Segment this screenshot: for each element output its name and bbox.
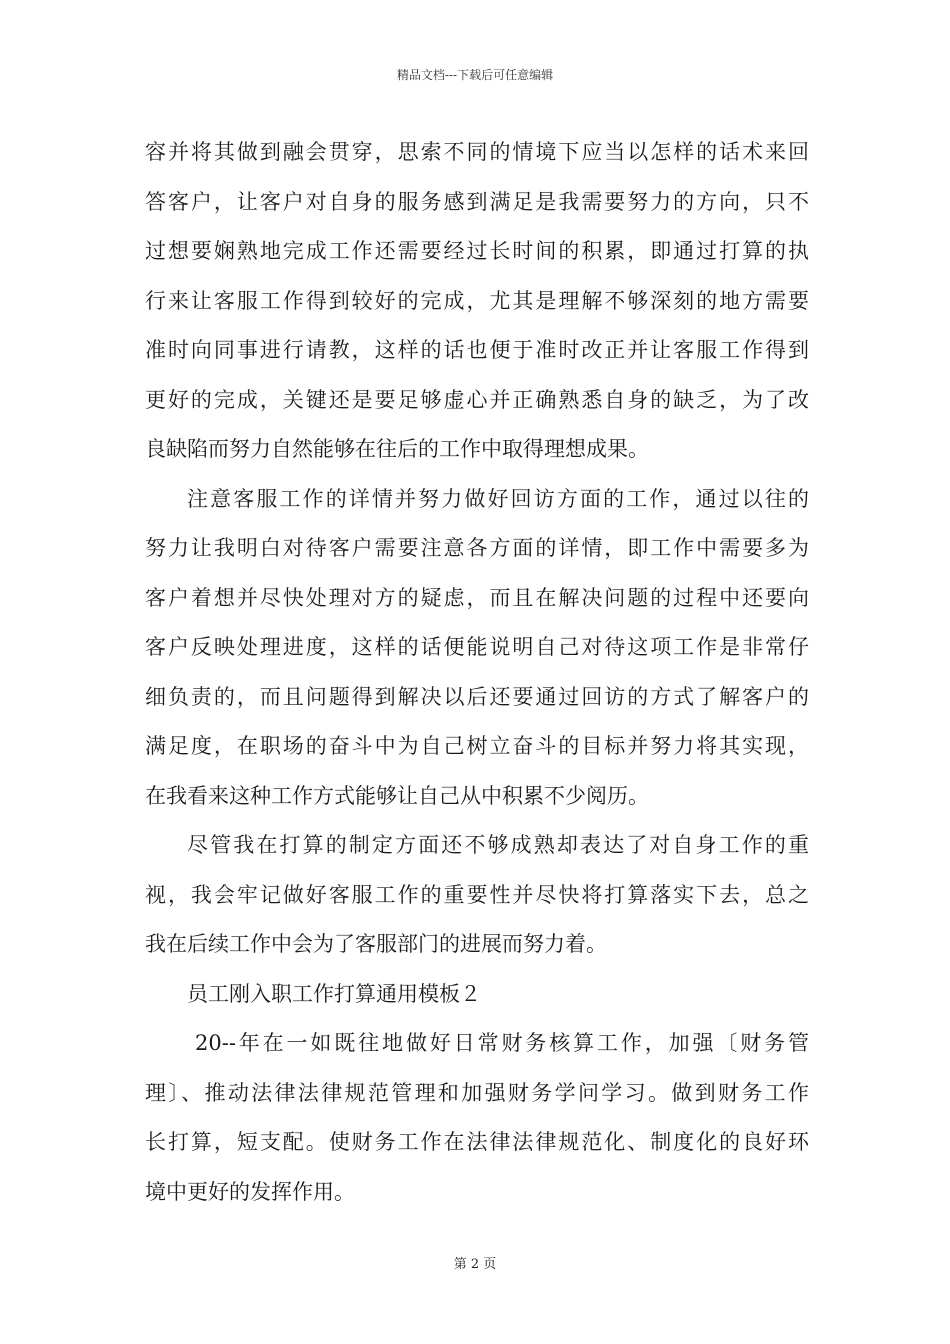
text-line: 20--年在一如既往地做好日常财务核算工作，加强〔财务管: [195, 1031, 809, 1055]
text-line: 境中更好的发挥作用。: [145, 1179, 355, 1204]
page-header: 精品文档---下载后可任意编辑: [396, 68, 554, 82]
document-body: [145, 128, 809, 1217]
text-line: 尽管我在打算的制定方面还不够成熟却表达了对自身工作的重: [187, 833, 809, 857]
section-heading: 员工刚入职工作打算通用模板２: [187, 981, 481, 1006]
text-line: 良缺陷而努力自然能够在往后的工作中取得理想成果。: [145, 437, 649, 461]
text-line: 更好的完成，关键还是要足够虚心并正确熟悉自身的缺乏，为了改: [145, 387, 809, 412]
paragraph-2: [145, 475, 809, 822]
text-line: 答客户，让客户对自身的服务感到满足是我需要努力的方向，只不: [145, 189, 809, 214]
text-line: 容并将其做到融会贯穿，思索不同的情境下应当以怎样的话术来回: [145, 140, 809, 164]
text-line: 细负责的，而且问题得到解决以后还要通过回访的方式了解客户的: [145, 684, 809, 709]
text-line: 我在后续工作中会为了客服部门的进展而努力着。: [145, 932, 607, 956]
page-number: 第 2 页: [453, 1257, 497, 1272]
text-line: 客户反映处理进度，这样的话便能说明自己对待这项工作是非常仔: [145, 635, 809, 659]
text-line: 行来让客服工作得到较好的完成，尤其是理解不够深刻的地方需要: [145, 288, 809, 313]
text-line: 客户着想并尽快处理对方的疑虑，而且在解决问题的过程中还要向: [145, 585, 809, 610]
paragraph-4: [145, 1019, 809, 1217]
text-line: 理〕、推动法律法律规范管理和加强财务学问学习。做到财务工作: [145, 1080, 809, 1105]
text-line: 注意客服工作的详情并努力做好回访方面的工作，通过以往的: [187, 486, 809, 511]
text-line: 准时向同事进行请教，这样的话也便于准时改正并让客服工作得到: [145, 338, 809, 362]
text-line: 视，我会牢记做好客服工作的重要性并尽快将打算落实下去，总之: [145, 882, 809, 907]
text-line: 过想要娴熟地完成工作还需要经过长时间的积累，即通过打算的执: [145, 239, 809, 263]
paragraph-1: [145, 128, 809, 475]
text-line: 长打算，短支配。使财务工作在法律法律规范化、制度化的良好环: [145, 1130, 809, 1154]
text-line: 满足度，在职场的奋斗中为自己树立奋斗的目标并努力将其实现，: [145, 734, 809, 758]
paragraph-3: [145, 821, 809, 970]
text-line: 努力让我明白对待客户需要注意各方面的详情，即工作中需要多为: [145, 536, 809, 560]
text-line: 在我看来这种工作方式能够让自己从中积累不少阅历。: [145, 783, 649, 808]
